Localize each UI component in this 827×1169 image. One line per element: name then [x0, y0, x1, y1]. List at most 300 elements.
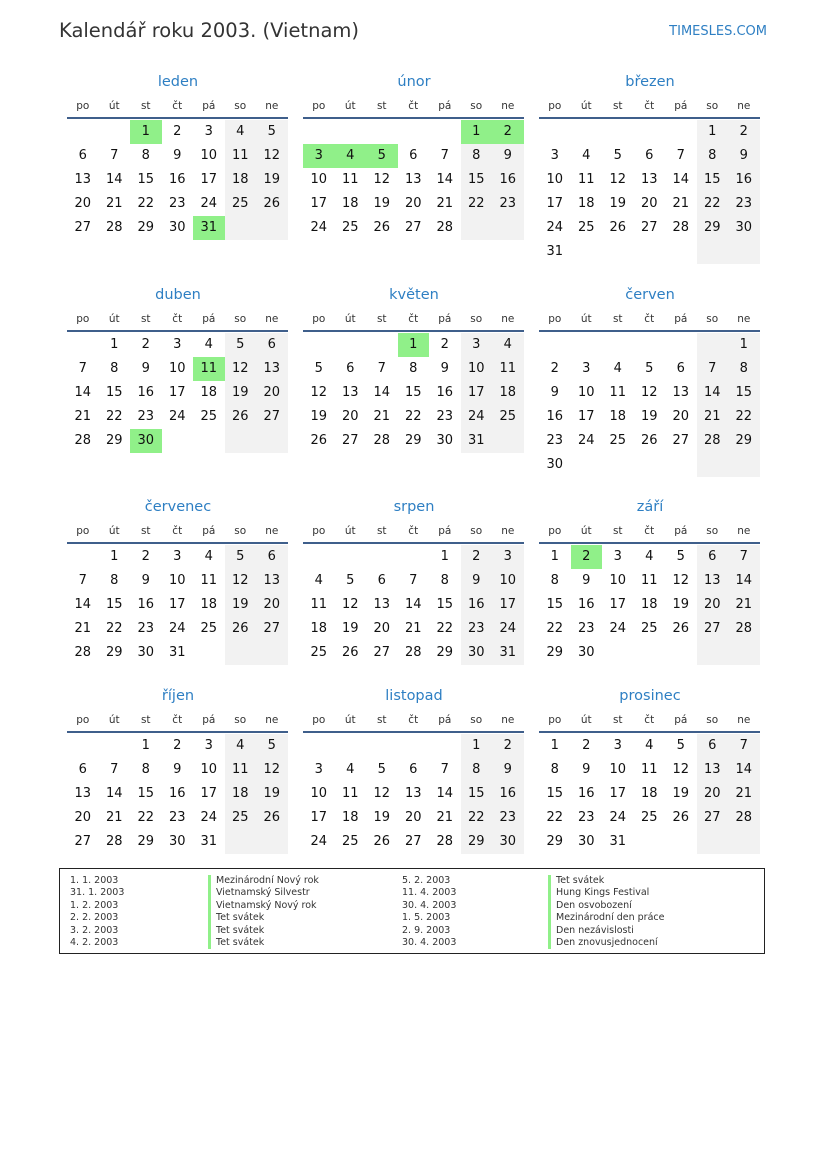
day-cell: 2: [582, 738, 591, 753]
legend-date: 11. 4. 2003: [402, 887, 457, 899]
month-name: leden: [157, 74, 199, 90]
weekday-header: út: [108, 100, 120, 112]
day-cell: 26: [609, 220, 627, 235]
day-cell: 5: [613, 148, 622, 163]
day-cell: 20: [74, 196, 92, 211]
weekday-header: so: [706, 313, 719, 325]
day-cell: 27: [404, 834, 422, 849]
legend-dates-col2: [402, 875, 456, 949]
day-cell: 12: [263, 762, 281, 777]
legend-date: 3. 2. 2003: [70, 924, 119, 936]
weekday-header: út: [580, 100, 592, 112]
day-cell: 30: [467, 645, 485, 660]
day-cell: 30: [168, 834, 186, 849]
day-cell: 25: [341, 834, 359, 849]
weekday-header: pá: [674, 714, 688, 726]
day-cell: 16: [467, 597, 485, 612]
day-cell: 10: [310, 172, 328, 187]
day-cell: 31: [546, 244, 564, 259]
day-cell: 22: [546, 810, 564, 825]
day-cell: 9: [440, 361, 449, 376]
day-cell: 15: [404, 385, 422, 400]
day-cell: 12: [231, 361, 249, 376]
weekday-header: út: [344, 313, 356, 325]
day-cell: 10: [609, 762, 627, 777]
weekday-header: st: [376, 525, 387, 537]
legend-holiday-name: Tet svátek: [208, 912, 319, 924]
day-cell: 15: [105, 597, 123, 612]
day-cell: 6: [708, 738, 717, 753]
day-cell: 8: [110, 361, 119, 376]
day-cell: 16: [735, 172, 753, 187]
day-cell: 16: [577, 786, 595, 801]
weekday-header: so: [234, 313, 247, 325]
day-cell: 27: [703, 621, 721, 636]
day-cell: 16: [436, 385, 454, 400]
day-cell: 28: [105, 220, 123, 235]
weekday-header: ne: [737, 525, 751, 537]
day-cell: 24: [499, 621, 517, 636]
day-cell: 5: [676, 549, 685, 564]
day-cell: 22: [436, 621, 454, 636]
day-cell: 20: [341, 409, 359, 424]
day-cell: 26: [672, 810, 690, 825]
day-cell: 22: [546, 621, 564, 636]
day-cell: 14: [735, 573, 753, 588]
day-cell: 24: [467, 409, 485, 424]
day-cell: 26: [310, 433, 328, 448]
day-cell: 12: [231, 573, 249, 588]
legend-date: 30. 4. 2003: [402, 899, 457, 911]
day-cell: 7: [78, 573, 87, 588]
legend-date: 5. 2. 2003: [402, 875, 451, 886]
day-cell: 11: [231, 762, 249, 777]
day-cell: 18: [341, 810, 359, 825]
day-cell: 11: [577, 172, 595, 187]
day-cell: 27: [263, 621, 281, 636]
day-cell: 29: [436, 645, 454, 660]
day-cell: 4: [503, 337, 512, 352]
legend-date: 1. 1. 2003: [70, 875, 119, 886]
weekday-header: ne: [737, 714, 751, 726]
day-cell: 11: [231, 148, 249, 163]
day-cell: 10: [577, 385, 595, 400]
day-cell: 15: [546, 786, 564, 801]
day-cell: 2: [472, 549, 481, 564]
day-cell: 4: [645, 738, 654, 753]
day-cell: 16: [168, 172, 186, 187]
header-rule: [67, 731, 288, 733]
day-cell: 12: [373, 786, 391, 801]
weekday-header: út: [580, 313, 592, 325]
day-cell: 21: [672, 196, 690, 211]
day-cell: 8: [739, 361, 748, 376]
weekday-header: so: [470, 714, 483, 726]
legend-date: 30. 4. 2003: [402, 936, 457, 948]
day-cell: 7: [676, 148, 685, 163]
day-cell: 9: [173, 762, 182, 777]
day-cell: 26: [672, 621, 690, 636]
day-cell: 8: [409, 361, 418, 376]
day-cell: 10: [200, 148, 218, 163]
day-cell: 30: [137, 645, 155, 660]
legend-dates-col1: [70, 875, 124, 949]
day-cell: 26: [640, 433, 658, 448]
day-cell: 22: [467, 810, 485, 825]
day-cell: 30: [735, 220, 753, 235]
day-cell: 19: [672, 786, 690, 801]
day-cell: 21: [373, 409, 391, 424]
day-cell: 20: [703, 597, 721, 612]
weekday-header: po: [76, 714, 90, 726]
day-cell: 31: [193, 216, 225, 240]
day-cell: 23: [436, 409, 454, 424]
day-cell: 4: [314, 573, 323, 588]
weekday-header: st: [140, 100, 151, 112]
weekday-header: st: [376, 100, 387, 112]
day-cell: 26: [263, 196, 281, 211]
day-cell: 15: [137, 786, 155, 801]
day-cell: 21: [436, 810, 454, 825]
day-cell: 2: [492, 120, 524, 144]
day-cell: 14: [436, 172, 454, 187]
day-cell: 7: [409, 573, 418, 588]
day-cell: 27: [74, 220, 92, 235]
day-cell: 26: [373, 220, 391, 235]
header-rule: [303, 731, 524, 733]
day-cell: 3: [550, 148, 559, 163]
day-cell: 29: [546, 834, 564, 849]
brand-link[interactable]: TIMESLES.COM: [669, 24, 767, 39]
day-cell: 1: [550, 549, 559, 564]
day-cell: 17: [310, 810, 328, 825]
day-cell: 9: [550, 385, 559, 400]
holiday-legend: [59, 868, 765, 954]
day-cell: 19: [341, 621, 359, 636]
day-cell: 12: [672, 762, 690, 777]
weekday-header: pá: [202, 525, 216, 537]
day-cell: 2: [173, 124, 182, 139]
day-cell: 8: [550, 573, 559, 588]
day-cell: 30: [499, 834, 517, 849]
legend-holiday-name: Tet svátek: [208, 937, 319, 949]
day-cell: 9: [472, 573, 481, 588]
day-cell: 8: [110, 573, 119, 588]
day-cell: 5: [314, 361, 323, 376]
weekday-header: st: [612, 313, 623, 325]
weekday-header: st: [612, 100, 623, 112]
day-cell: 17: [200, 172, 218, 187]
weekday-header: ne: [265, 525, 279, 537]
day-cell: 22: [137, 810, 155, 825]
day-cell: 11: [609, 385, 627, 400]
day-cell: 20: [703, 786, 721, 801]
header-rule: [67, 330, 288, 332]
weekday-header: po: [548, 714, 562, 726]
weekday-header: pá: [674, 100, 688, 112]
weekday-header: čt: [172, 714, 183, 726]
day-cell: 19: [672, 597, 690, 612]
day-cell: 11: [341, 172, 359, 187]
month-name: listopad: [385, 688, 443, 704]
legend-holiday-name: Mezinárodní Nový rok: [208, 875, 319, 887]
day-cell: 20: [263, 385, 281, 400]
day-cell: 4: [582, 148, 591, 163]
day-cell: 5: [346, 573, 355, 588]
day-cell: 11: [640, 762, 658, 777]
day-cell: 23: [499, 196, 517, 211]
weekday-header: so: [470, 525, 483, 537]
day-cell: 25: [231, 810, 249, 825]
weekday-header: ne: [265, 714, 279, 726]
weekday-header: út: [108, 714, 120, 726]
day-cell: 31: [499, 645, 517, 660]
header-rule: [539, 542, 760, 544]
weekday-header: pá: [438, 525, 452, 537]
day-cell: 8: [440, 573, 449, 588]
day-cell: 1: [461, 120, 493, 144]
day-cell: 25: [499, 409, 517, 424]
day-cell: 2: [141, 337, 150, 352]
day-cell: 29: [105, 645, 123, 660]
header-rule: [303, 330, 524, 332]
day-cell: 2: [571, 545, 603, 569]
weekday-header: so: [706, 525, 719, 537]
weekday-header: so: [706, 100, 719, 112]
day-cell: 29: [137, 834, 155, 849]
day-cell: 4: [236, 738, 245, 753]
day-cell: 21: [105, 810, 123, 825]
day-cell: 31: [609, 834, 627, 849]
day-cell: 7: [440, 148, 449, 163]
day-cell: 17: [168, 597, 186, 612]
day-cell: 15: [735, 385, 753, 400]
day-cell: 11: [341, 786, 359, 801]
day-cell: 21: [735, 597, 753, 612]
day-cell: 2: [739, 124, 748, 139]
day-cell: 10: [467, 361, 485, 376]
day-cell: 9: [503, 148, 512, 163]
day-cell: 19: [231, 385, 249, 400]
month-name: září: [636, 499, 664, 515]
day-cell: 24: [200, 810, 218, 825]
day-cell: 13: [703, 762, 721, 777]
day-cell: 10: [609, 573, 627, 588]
day-cell: 21: [404, 621, 422, 636]
day-cell: 23: [168, 196, 186, 211]
weekday-header: so: [706, 714, 719, 726]
day-cell: 9: [582, 573, 591, 588]
weekday-header: po: [312, 714, 326, 726]
day-cell: 16: [546, 409, 564, 424]
weekday-header: út: [344, 525, 356, 537]
day-cell: 20: [263, 597, 281, 612]
day-cell: 25: [200, 409, 218, 424]
day-cell: 28: [735, 621, 753, 636]
day-cell: 21: [74, 409, 92, 424]
weekday-header: čt: [408, 714, 419, 726]
day-cell: 11: [200, 573, 218, 588]
weekday-header: čt: [408, 100, 419, 112]
day-cell: 20: [404, 196, 422, 211]
day-cell: 31: [168, 645, 186, 660]
day-cell: 17: [609, 597, 627, 612]
day-cell: 23: [499, 810, 517, 825]
weekday-header: út: [108, 313, 120, 325]
day-cell: 6: [346, 361, 355, 376]
day-cell: 24: [609, 810, 627, 825]
weekday-header: so: [234, 714, 247, 726]
day-cell: 3: [173, 549, 182, 564]
day-cell: 9: [582, 762, 591, 777]
day-cell: 15: [546, 597, 564, 612]
day-cell: 12: [263, 148, 281, 163]
day-cell: 10: [168, 573, 186, 588]
day-cell: 5: [645, 361, 654, 376]
day-cell: 1: [398, 333, 430, 357]
day-cell: 4: [204, 549, 213, 564]
weekday-header: čt: [172, 100, 183, 112]
day-cell: 18: [499, 385, 517, 400]
legend-date: 2. 9. 2003: [402, 924, 451, 936]
weekday-header: ne: [265, 100, 279, 112]
day-cell: 5: [377, 762, 386, 777]
day-cell: 9: [141, 361, 150, 376]
day-cell: 19: [640, 409, 658, 424]
day-cell: 29: [735, 433, 753, 448]
weekday-header: po: [312, 313, 326, 325]
day-cell: 11: [640, 573, 658, 588]
day-cell: 7: [78, 361, 87, 376]
day-cell: 3: [582, 361, 591, 376]
day-cell: 27: [74, 834, 92, 849]
day-cell: 3: [314, 762, 323, 777]
day-cell: 10: [310, 786, 328, 801]
day-cell: 10: [546, 172, 564, 187]
header-rule: [67, 117, 288, 119]
day-cell: 12: [640, 385, 658, 400]
month-name: květen: [389, 287, 439, 303]
legend-holiday-name: Tet svátek: [208, 925, 319, 937]
day-cell: 6: [676, 361, 685, 376]
day-cell: 3: [173, 337, 182, 352]
weekday-header: ne: [737, 313, 751, 325]
day-cell: 14: [74, 385, 92, 400]
weekday-header: ne: [501, 100, 515, 112]
day-cell: 19: [263, 786, 281, 801]
day-cell: 17: [467, 385, 485, 400]
day-cell: 21: [105, 196, 123, 211]
legend-holiday-name: Tet svátek: [548, 875, 664, 887]
day-cell: 4: [236, 124, 245, 139]
day-cell: 24: [310, 220, 328, 235]
day-cell: 18: [231, 786, 249, 801]
day-cell: 20: [672, 409, 690, 424]
day-cell: 18: [200, 597, 218, 612]
weekday-header: po: [76, 100, 90, 112]
day-cell: 18: [609, 409, 627, 424]
day-cell: 13: [74, 786, 92, 801]
day-cell: 16: [577, 597, 595, 612]
day-cell: 5: [676, 738, 685, 753]
header-rule: [539, 731, 760, 733]
day-cell: 15: [467, 786, 485, 801]
day-cell: 3: [503, 549, 512, 564]
month-name: říjen: [161, 688, 195, 704]
day-cell: 24: [546, 220, 564, 235]
day-cell: 15: [436, 597, 454, 612]
day-cell: 13: [263, 361, 281, 376]
day-cell: 17: [577, 409, 595, 424]
day-cell: 1: [110, 337, 119, 352]
weekday-header: čt: [172, 525, 183, 537]
day-cell: 22: [735, 409, 753, 424]
day-cell: 9: [141, 573, 150, 588]
legend-date: 31. 1. 2003: [70, 887, 125, 899]
day-cell: 12: [609, 172, 627, 187]
month-name: březen: [625, 74, 675, 90]
weekday-header: čt: [644, 100, 655, 112]
weekday-header: so: [470, 313, 483, 325]
weekday-header: pá: [674, 525, 688, 537]
day-cell: 10: [200, 762, 218, 777]
day-cell: 7: [377, 361, 386, 376]
day-cell: 2: [503, 738, 512, 753]
day-cell: 14: [105, 172, 123, 187]
day-cell: 22: [137, 196, 155, 211]
day-cell: 7: [440, 762, 449, 777]
day-cell: 13: [74, 172, 92, 187]
weekday-header: po: [76, 313, 90, 325]
month-name: červenec: [144, 499, 212, 515]
day-cell: 14: [672, 172, 690, 187]
day-cell: 25: [341, 220, 359, 235]
day-cell: 4: [613, 361, 622, 376]
day-cell: 1: [141, 738, 150, 753]
day-cell: 7: [739, 738, 748, 753]
day-cell: 5: [267, 124, 276, 139]
weekday-header: čt: [408, 313, 419, 325]
legend-holiday-name: Den nezávislosti: [548, 925, 664, 937]
day-cell: 29: [105, 433, 123, 448]
day-cell: 17: [546, 196, 564, 211]
day-cell: 18: [200, 385, 218, 400]
day-cell: 17: [499, 597, 517, 612]
day-cell: 8: [550, 762, 559, 777]
day-cell: 29: [467, 834, 485, 849]
day-cell: 18: [640, 786, 658, 801]
day-cell: 23: [137, 409, 155, 424]
weekday-header: čt: [644, 313, 655, 325]
day-cell: 4: [204, 337, 213, 352]
day-cell: 13: [640, 172, 658, 187]
day-cell: 31: [200, 834, 218, 849]
day-cell: 2: [440, 337, 449, 352]
day-cell: 2: [141, 549, 150, 564]
day-cell: 15: [137, 172, 155, 187]
day-cell: 25: [609, 433, 627, 448]
day-cell: 28: [436, 220, 454, 235]
month-name: srpen: [393, 499, 435, 515]
legend-holiday-name: Vietnamský Silvestr: [208, 887, 319, 899]
day-cell: 28: [404, 645, 422, 660]
weekday-header: čt: [172, 313, 183, 325]
day-cell: 12: [672, 573, 690, 588]
weekday-header: so: [470, 100, 483, 112]
day-cell: 4: [335, 144, 367, 168]
month-name: duben: [155, 287, 201, 303]
day-cell: 23: [467, 621, 485, 636]
